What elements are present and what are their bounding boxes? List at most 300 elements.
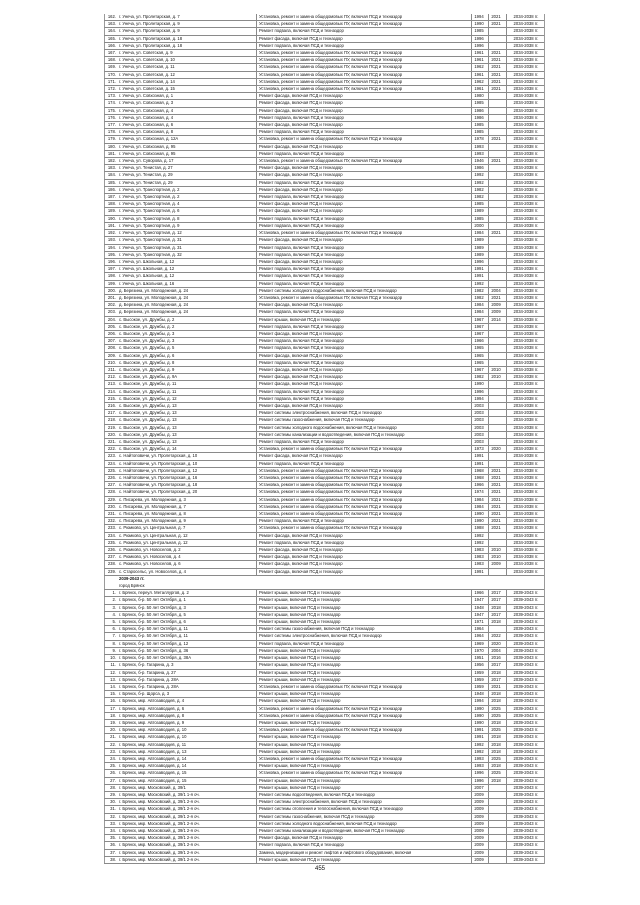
build-year-cell: 1982	[471, 288, 486, 294]
planned-period-cell: 2034-2038 гг.	[506, 237, 545, 243]
table-row	[104, 216, 544, 223]
row-number: 219.	[107, 424, 116, 430]
table-row	[104, 612, 544, 619]
last-repair-year-cell: 2021	[488, 57, 503, 63]
last-repair-year-cell	[488, 172, 503, 178]
table-row	[104, 857, 544, 864]
address-cell: г. Брянск, б-р. 50 лет Октября, д. 38А	[119, 655, 192, 661]
table-row	[104, 821, 544, 828]
last-repair-year-cell: 2004	[488, 648, 503, 654]
work-type-cell: Ремонт фасада, включая ПСД и техназдор	[256, 172, 468, 178]
last-repair-year-cell: 2018	[488, 742, 503, 748]
row-number: 215.	[107, 395, 116, 401]
last-repair-year-cell	[488, 266, 503, 272]
work-type-cell: Ремонт подвала, включая ПСД и техназдор	[256, 461, 468, 467]
row-number: 183.	[107, 165, 116, 171]
build-year-cell: 1964	[471, 626, 486, 632]
last-repair-year-cell	[488, 245, 503, 251]
build-year-cell: 2009	[471, 799, 486, 805]
table-row	[104, 756, 544, 763]
table-row	[104, 288, 544, 295]
planned-period-cell: 2034-2038 гг.	[506, 389, 545, 395]
build-year-cell: 2009	[471, 835, 486, 841]
last-repair-year-cell: 2018	[488, 670, 503, 676]
table-row	[104, 439, 544, 446]
planned-period-cell: 2034-2038 гг.	[506, 86, 545, 92]
build-year-cell: 1951	[471, 655, 486, 661]
build-year-cell: 2009	[471, 857, 486, 863]
address-cell: с. Высокое, ул. Дружбы, д. 13	[119, 424, 177, 430]
row-number: 192.	[107, 230, 116, 236]
address-cell: с. Найтоповичи, ул. Пролетарская, д. 12	[119, 467, 198, 473]
last-repair-year-cell	[488, 857, 503, 863]
planned-period-cell: 2034-2038 гг.	[506, 302, 545, 308]
address-cell: с. Найтоповичи, ул. Пролетарская, д. 18	[119, 482, 198, 488]
address-cell: г. Унеча, ул. Тенистая, д. 27	[119, 165, 173, 171]
last-repair-year-cell: 2021	[488, 295, 503, 301]
work-type-cell: Установка, ремонт и замена общедомовых ПУ, включая ПСД и техназдор	[256, 525, 468, 531]
row-number: 184.	[107, 172, 116, 178]
planned-period-cell: 2039-2043 гг.	[506, 842, 545, 848]
build-year-cell: 2009	[471, 814, 486, 820]
planned-period-cell: 2039-2043 гг.	[506, 605, 545, 611]
planned-period-cell: 2034-2038 гг.	[506, 187, 545, 193]
last-repair-year-cell: 2017	[488, 677, 503, 683]
work-type-cell: Ремонт фасада, включая ПСД и техназдор	[256, 533, 468, 539]
planned-period-cell: 2034-2038 гг.	[506, 129, 545, 135]
table-row	[104, 561, 544, 568]
build-year-cell: 1991	[471, 453, 486, 459]
last-repair-year-cell: 2021	[488, 14, 503, 20]
row-number: 26.	[110, 770, 116, 776]
work-type-cell: Ремонт фасада, включая ПСД и техназдор	[256, 108, 468, 114]
planned-period-cell: 2034-2038 гг.	[506, 273, 545, 279]
address-cell: с. Высокое, ул. Дружбы, д. 11	[119, 388, 177, 394]
work-type-cell: Ремонт подвала, включая ПСД и техназдор	[256, 281, 468, 287]
last-repair-year-cell	[488, 108, 503, 114]
planned-period-cell: 2034-2038 гг.	[506, 381, 545, 387]
work-type-cell: Ремонт подвала, включая ПСД и техназдор	[256, 518, 468, 524]
table-row	[104, 194, 544, 201]
table-row	[104, 79, 544, 86]
row-number: 15.	[110, 691, 116, 697]
build-year-cell: 1996	[471, 770, 486, 776]
work-type-cell: Ремонт подвала, включая ПСД и техназдор	[256, 273, 468, 279]
planned-period-cell: 2034-2038 гг.	[506, 165, 545, 171]
address-cell: г. Брянск, б-р. 50 лет Октября, д. 11	[119, 633, 188, 639]
work-type-cell: Ремонт подвала, включая ПСД и техназдор	[256, 345, 468, 351]
last-repair-year-cell: 2021	[488, 230, 503, 236]
table-row	[104, 453, 544, 460]
row-number: 190.	[107, 215, 116, 221]
build-year-cell: 1974	[471, 489, 486, 495]
row-number: 174.	[107, 100, 116, 106]
build-year-cell: 2009	[471, 828, 486, 834]
row-number: 194.	[107, 244, 116, 250]
work-type-cell: Установка, ремонт и замена общедомовых ПУ, включая ПСД и техназдор	[256, 727, 468, 733]
address-cell: г. Брянск, б-р. Гагарина, д. 3	[119, 662, 174, 668]
last-repair-year-cell: 2017	[488, 612, 503, 618]
build-year-cell: 1965	[471, 360, 486, 366]
row-label: город Брянск	[119, 583, 145, 589]
build-year-cell: 1990	[471, 518, 486, 524]
build-year-cell: 1962	[471, 64, 486, 70]
table-row	[104, 281, 544, 288]
table-row	[104, 396, 544, 403]
build-year-cell: 1991	[471, 266, 486, 272]
planned-period-cell: 2034-2038 гг.	[506, 525, 545, 531]
last-repair-year-cell	[488, 828, 503, 834]
planned-period-cell: 2034-2038 гг.	[506, 172, 545, 178]
build-year-cell: 1985	[471, 28, 486, 34]
last-repair-year-cell	[488, 403, 503, 409]
build-year-cell: 1994	[471, 14, 486, 20]
work-type-cell: Ремонт системы электроснабжения, включая ПСД и техназдор	[256, 633, 468, 639]
address-cell: г. Унеча, ул. Тенистая, д. 29	[119, 179, 173, 185]
row-number: 7.	[112, 633, 116, 639]
work-type-cell: Ремонт подвала, включая ПСД и техназдор	[256, 180, 468, 186]
address-cell: г. Брянск, б-р. 50 лет Октября, д. 1	[119, 597, 186, 603]
work-type-cell: Ремонт крыши, включая ПСД и техназдор	[256, 317, 468, 323]
table-row	[104, 21, 544, 28]
build-year-cell: 1982	[471, 187, 486, 193]
table-row	[104, 626, 544, 633]
row-number: 169.	[107, 64, 116, 70]
row-number: 1.	[112, 590, 116, 596]
last-repair-year-cell	[488, 439, 503, 445]
build-year-cell: 1990	[471, 21, 486, 27]
build-year-cell: 1961	[471, 86, 486, 92]
table-row	[104, 749, 544, 756]
planned-period-cell: 2039-2043 гг.	[506, 597, 545, 603]
last-repair-year-cell: 2025	[488, 756, 503, 762]
row-number: 17.	[110, 705, 116, 711]
address-cell: г. Брянск, мкр. Автозаводцев, д. 14	[119, 763, 187, 769]
build-year-cell: 1996	[471, 778, 486, 784]
work-type-cell: Ремонт фасада, включая ПСД и техназдор	[256, 403, 468, 409]
build-year-cell: 1986	[471, 165, 486, 171]
build-year-cell: 1992	[471, 180, 486, 186]
last-repair-year-cell	[488, 792, 503, 798]
row-number: 195.	[107, 251, 116, 257]
last-repair-year-cell: 2018	[488, 734, 503, 740]
planned-period-cell: 2034-2038 гг.	[506, 100, 545, 106]
planned-period-cell: 2039-2043 гг.	[506, 670, 545, 676]
work-type-cell: Ремонт системы газоснабжения, включая ПСД и техназдор	[256, 814, 468, 820]
build-year-cell: 1959	[471, 677, 486, 683]
work-type-cell: Ремонт фасада, включая ПСД и техназдор	[256, 122, 468, 128]
page-number: 455	[314, 866, 325, 872]
work-type-cell: Установка, ремонт и замена общедомовых ПУ, включая ПСД и техназдор	[256, 504, 468, 510]
planned-period-cell: 2039-2043 гг.	[506, 799, 545, 805]
table-row	[104, 684, 544, 691]
last-repair-year-cell: 2021	[488, 158, 503, 164]
build-year-cell: 1992	[471, 742, 486, 748]
build-year-cell: 1991	[471, 727, 486, 733]
build-year-cell: 1989	[471, 208, 486, 214]
build-year-cell: 1990	[471, 381, 486, 387]
planned-period-cell: 2039-2043 гг.	[506, 756, 545, 762]
planned-period-cell: 2039-2043 гг.	[506, 684, 545, 690]
row-number: 196.	[107, 258, 116, 264]
build-year-cell: 1983	[471, 561, 486, 567]
work-type-cell: Ремонт фасада, включая ПСД и техназдор	[256, 36, 468, 42]
build-year-cell: 1993	[471, 756, 486, 762]
table-row	[104, 842, 544, 849]
last-repair-year-cell	[488, 201, 503, 207]
row-number: 10.	[110, 655, 116, 661]
table-row	[104, 706, 544, 713]
planned-period-cell: 2034-2038 гг.	[506, 554, 545, 560]
row-number: 179.	[107, 136, 116, 142]
table-row	[104, 302, 544, 309]
address-cell: г. Брянск, мкр. Московский, д. 39/1 2-я оч.	[119, 842, 200, 848]
build-year-cell: 1967	[471, 317, 486, 323]
table-row	[104, 518, 544, 525]
row-number: 24.	[110, 755, 116, 761]
table-row	[104, 763, 544, 770]
planned-period-cell: 2034-2038 гг.	[506, 396, 545, 402]
row-number: 6.	[112, 626, 116, 632]
last-repair-year-cell	[488, 417, 503, 423]
planned-period-cell: 2034-2038 гг.	[506, 288, 545, 294]
table-row	[104, 57, 544, 64]
work-type-cell: Ремонт подвала, включая ПСД и техназдор	[256, 43, 468, 49]
period-group-row	[104, 576, 544, 583]
planned-period-cell: 2034-2038 гг.	[506, 533, 545, 539]
work-type-cell: Ремонт подвала, включая ПСД и техназдор	[256, 641, 468, 647]
build-year-cell: 1996	[471, 259, 486, 265]
build-year-cell: 1991	[471, 273, 486, 279]
planned-period-cell: 2034-2038 гг.	[506, 482, 545, 488]
last-repair-year-cell	[488, 93, 503, 99]
address-cell: г. Унеча, ул. Совхозная, д. 95	[119, 150, 176, 156]
table-row	[104, 36, 544, 43]
work-type-cell: Ремонт крыши, включая ПСД и техназдор	[256, 648, 468, 654]
build-year-cell: 2003	[471, 425, 486, 431]
work-type-cell: Установка, ремонт и замена общедомовых ПУ, включая ПСД и техназдор	[256, 21, 468, 27]
last-repair-year-cell: 2016	[488, 655, 503, 661]
work-type-cell: Ремонт подвала, включая ПСД и техназдор	[256, 324, 468, 330]
address-cell: г. Унеча, ул. Совхозная, д. 1	[119, 93, 174, 99]
table-row	[104, 489, 544, 496]
row-number: 29.	[110, 791, 116, 797]
table-row	[104, 122, 544, 129]
build-year-cell: 2003	[471, 432, 486, 438]
row-number: 34.	[110, 827, 116, 833]
row-number: 231.	[107, 511, 116, 517]
address-cell: с. Высокое, ул. Дружбы, д. 8	[119, 359, 175, 365]
table-row	[104, 792, 544, 799]
row-number: 211.	[108, 366, 116, 372]
planned-period-cell: 2034-2038 гг.	[506, 28, 545, 34]
row-number: 185.	[107, 179, 116, 185]
table-row	[104, 353, 544, 360]
table-row	[104, 331, 544, 338]
work-type-cell: Ремонт фасада, включая ПСД и техназдор	[256, 554, 468, 560]
address-cell: г. Брянск, мкр. Московский, д. 39/1 2-я оч.	[119, 813, 200, 819]
build-year-cell: 1983	[471, 554, 486, 560]
planned-period-cell: 2034-2038 гг.	[506, 475, 545, 481]
row-number: 14.	[110, 683, 116, 689]
work-type-cell: Ремонт системы канализации и водоотведения, включая ПСД и техназдор	[256, 432, 468, 438]
row-number: 21.	[110, 734, 116, 740]
planned-period-cell: 2034-2038 гг.	[506, 180, 545, 186]
last-repair-year-cell	[488, 194, 503, 200]
planned-period-cell: 2039-2043 гг.	[506, 641, 545, 647]
work-type-cell: Ремонт подвала, включая ПСД и техназдор	[256, 252, 468, 258]
work-type-cell: Ремонт системы водоотведения, включая ПСД и техназдор	[256, 792, 468, 798]
row-label: 2039-2043 гг.	[119, 575, 145, 581]
work-type-cell: Установка, ремонт и замена общедомовых ПУ, включая ПСД и техназдор	[256, 50, 468, 56]
address-cell: г. Унеча, ул. Пролетарская, д. 7	[119, 14, 180, 19]
table-row	[104, 259, 544, 266]
work-type-cell: Ремонт крыши, включая ПСД и техназдор	[256, 734, 468, 740]
address-cell: г. Унеча, ул. Транспортная, д. 31	[119, 244, 182, 250]
build-year-cell: 1978	[471, 136, 486, 142]
planned-period-cell: 2034-2038 гг.	[506, 309, 545, 315]
work-type-cell: Ремонт фасада, включая ПСД и техназдор	[256, 374, 468, 380]
row-number: 173.	[107, 93, 116, 99]
address-cell: с. Высокое, ул. Дружбы, д. 6	[119, 352, 175, 358]
table-row	[104, 540, 544, 547]
row-number: 207.	[107, 338, 116, 344]
address-cell: г. Унеча, ул. Транспортная, д. 8	[119, 215, 180, 221]
last-repair-year-cell	[488, 237, 503, 243]
last-repair-year-cell: 2017	[488, 590, 503, 596]
row-number: 206.	[107, 330, 116, 336]
row-number: 218.	[107, 417, 116, 423]
row-number: 170.	[107, 71, 116, 77]
address-cell: г. Брянск, мкр. Московский, д. 39/1	[119, 784, 186, 790]
address-cell: с. Высокое, ул. Дружбы, д. 9	[119, 366, 175, 372]
row-number: 5.	[112, 619, 116, 625]
address-cell: г. Унеча, ул. Школьная, д. 12	[119, 266, 175, 272]
address-cell: г. Брянск, мкр. Автозаводцев, д. 8	[119, 712, 185, 718]
last-repair-year-cell	[488, 28, 503, 34]
build-year-cell: 1996	[471, 43, 486, 49]
last-repair-year-cell: 2017	[488, 597, 503, 603]
work-type-cell: Ремонт подвала, включая ПСД и техназдор	[256, 129, 468, 135]
address-cell: д. Березина, ул. Молодежная, д. 24	[119, 287, 189, 293]
planned-period-cell: 2034-2038 гг.	[506, 547, 545, 553]
build-year-cell: 1991	[471, 734, 486, 740]
row-number: 208.	[107, 345, 116, 351]
build-year-cell: 1992	[471, 749, 486, 755]
table-row	[104, 648, 544, 655]
address-cell: г. Унеча, ул. Школьная, д. 16	[119, 280, 175, 286]
work-type-cell: Ремонт крыши, включая ПСД и техназдор	[256, 662, 468, 668]
table-row	[104, 814, 544, 821]
planned-period-cell: 2039-2043 гг.	[506, 850, 545, 856]
planned-period-cell: 2039-2043 гг.	[506, 590, 545, 596]
planned-period-cell: 2039-2043 гг.	[506, 821, 545, 827]
table-row	[104, 317, 544, 324]
row-number: 199.	[107, 280, 116, 286]
build-year-cell: 1966	[471, 590, 486, 596]
build-year-cell: 1990	[471, 706, 486, 712]
last-repair-year-cell	[488, 835, 503, 841]
planned-period-cell: 2039-2043 гг.	[506, 734, 545, 740]
table-row	[104, 245, 544, 252]
build-year-cell: 2003	[471, 410, 486, 416]
row-number: 202.	[107, 302, 116, 308]
build-year-cell: 1947	[471, 612, 486, 618]
table-row	[104, 93, 544, 100]
build-year-cell: 1992	[471, 172, 486, 178]
address-cell: с. Высокое, ул. Дружбы, д. 11	[119, 381, 177, 387]
address-cell: г. Брянск, мкр. Московский, д. 39/1 2-я оч.	[119, 806, 200, 812]
work-type-cell: Ремонт крыши, включая ПСД и техназдор	[256, 778, 468, 784]
work-type-cell: Ремонт подвала, включая ПСД и техназдор	[256, 194, 468, 200]
work-type-cell: Ремонт крыши, включая ПСД и техназдор	[256, 655, 468, 661]
table-row	[104, 223, 544, 230]
row-number: 205.	[107, 323, 116, 329]
work-type-cell: Ремонт крыши, включая ПСД и техназдор	[256, 857, 468, 863]
work-type-cell: Установка, ремонт и замена общедомовых ПУ, включая ПСД и техназдор	[256, 295, 468, 301]
table-row	[104, 165, 544, 172]
build-year-cell: 1980	[471, 93, 486, 99]
last-repair-year-cell: 2009	[488, 309, 503, 315]
planned-period-cell: 2034-2038 гг.	[506, 446, 545, 452]
address-cell: с. Высокое, ул. Дружбы, д. 2	[119, 323, 175, 329]
build-year-cell: 1993	[471, 151, 486, 157]
last-repair-year-cell: 2021	[488, 64, 503, 70]
table-row	[104, 172, 544, 179]
row-number: 213.	[107, 381, 116, 387]
row-number: 182.	[107, 158, 116, 164]
table-row	[104, 597, 544, 604]
planned-period-cell: 2039-2043 гг.	[506, 662, 545, 668]
last-repair-year-cell: 2010	[488, 367, 503, 373]
planned-period-cell: 2034-2038 гг.	[506, 461, 545, 467]
table-row	[104, 72, 544, 79]
capital-repair-table	[104, 14, 544, 864]
work-type-cell: Ремонт крыши, включая ПСД и техназдор	[256, 720, 468, 726]
table-row	[104, 367, 544, 374]
address-cell: с. Писарева, ул. Молодежная, д. 8	[119, 511, 186, 517]
table-row	[104, 266, 544, 273]
row-number: 188.	[107, 201, 116, 207]
table-row	[104, 835, 544, 842]
last-repair-year-cell: 2018	[488, 720, 503, 726]
work-type-cell: Установка, ремонт и замена общедомовых ПУ, включая ПСД и техназдор	[256, 136, 468, 142]
build-year-cell: 1968	[471, 468, 486, 474]
build-year-cell: 1989	[471, 245, 486, 251]
address-cell: с. Рюмково, ул. Центральная, д. 7	[119, 525, 186, 531]
address-cell: с. Рюмково, ул. Новоселов, д. 2	[119, 547, 181, 553]
row-number: 16.	[110, 698, 116, 704]
row-number: 236.	[107, 547, 116, 553]
work-type-cell: Ремонт крыши, включая ПСД и техназдор	[256, 691, 468, 697]
row-number: 201.	[107, 294, 116, 300]
row-number: 12.	[110, 669, 116, 675]
planned-period-cell: 2039-2043 гг.	[506, 698, 545, 704]
build-year-cell: 1946	[471, 158, 486, 164]
build-year-cell: 1993	[471, 763, 486, 769]
build-year-cell: 1961	[471, 72, 486, 78]
address-cell: г. Брянск, мкр. Московский, д. 39/1 2-я оч.	[119, 799, 200, 805]
row-number: 27.	[110, 777, 116, 783]
build-year-cell: 1982	[471, 194, 486, 200]
build-year-cell: 1989	[471, 237, 486, 243]
planned-period-cell: 2034-2038 гг.	[506, 345, 545, 351]
row-number: 214.	[107, 388, 116, 394]
table-row	[104, 28, 544, 35]
last-repair-year-cell	[488, 129, 503, 135]
build-year-cell: 1989	[471, 252, 486, 258]
work-type-cell: Ремонт крыши, включая ПСД и техназдор	[256, 698, 468, 704]
